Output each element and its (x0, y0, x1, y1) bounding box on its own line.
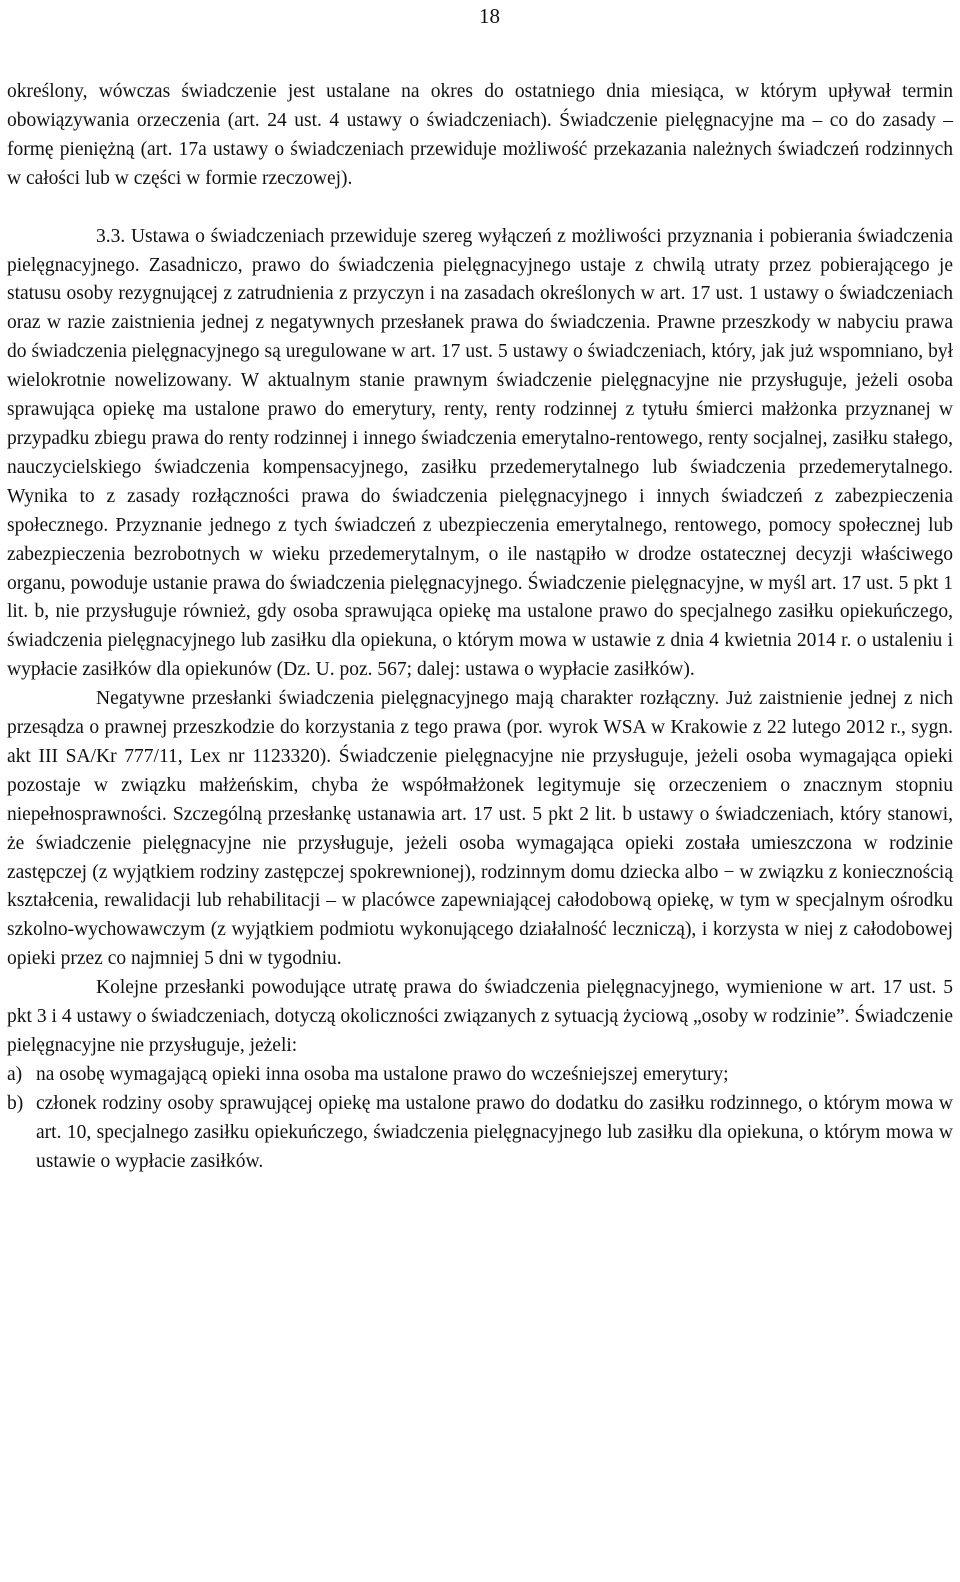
list-marker-b: b) (7, 1092, 24, 1114)
paragraph-2-section-3-3: 3.3. Ustawa o świadczeniach przewiduje szereg wyłączeń z możliwości przyznania i pobierania świadczenia pielęgnacyjnego. Zasadniczo, prawo do świadczenia pielęgnacyjnego ustaje z chwilą utraty przez pobierającego je statusu osoby rezygnującej z zatrudnienia z przyczyn i na zasadach określonych w art. 17 ust. 1 ustawy o świadczeniach oraz w razie zaistnienia jednej z negatywnych przesłanek prawa do świadczenia. Prawne przeszkody w nabyciu prawa do świadczenia pielęgnacyjnego są uregulowane w art. 17 ust. 5 ustawy o świadczeniach, który, jak już wspomniano, był wielokrotnie nowelizowany. W aktualnym stanie prawnym świadczenie pielęgnacyjne nie przysługuje, jeżeli osoba sprawująca opiekę ma ustalone prawo do emerytury, renty, renty rodzinnej z tytułu śmierci małżonka przyznanej w przypadku zbiegu prawa do renty rodzinnej i innego świadczenia emerytalno-rentowego, renty socjalnej, zasiłku stałego, nauczycielskiego świadczenia kompensacyjnego, zasiłku przedemerytalnego lub świadczenia przedemerytalnego. Wynika to z zasady rozłączności prawa do świadczenia pielęgnacyjnego i innych świadczeń z zabezpieczenia społecznego. Przyznanie jednego z tych świadczeń z ubezpieczenia emerytalnego, rentowego, pomocy społecznej lub zabezpieczenia bezrobotnych w wieku przedemerytalnym, o ile nastąpiło w drodze ostatecznej decyzji właściwego organu, powoduje ustanie prawa do świadczenia pielęgnacyjnego. Świadczenie pielęgnacyjne, w myśl art. 17 ust. 5 pkt 1 lit. b, nie przysługuje również, gdy osoba sprawująca opiekę ma ustalone prawo do specjalnego zasiłku opiekuńczego, świadczenia pielęgnacyjnego lub zasiłku dla opiekuna, o którym mowa w ustawie z dnia 4 kwietnia 2014 r. o ustaleniu i wypłacie zasiłków dla opiekunów (Dz. U. poz. 567; dalej: ustawa o wypłacie zasiłków). (7, 225, 953, 681)
list-marker-a: a) (7, 1063, 23, 1085)
list-text-a: na osobę wymagającą opieki inna osoba ma ustalone prawo do wcześniejszej emerytury; (36, 1063, 729, 1085)
list-item-b (7, 1090, 953, 1177)
document-body (7, 78, 953, 1177)
paragraph-3: Negatywne przesłanki świadczenia pielęgnacyjnego mają charakter rozłączny. Już zaistnienie jednej z nich przesądza o prawnej przeszkodzie do korzystania z tego prawa (por. wyrok WSA w Krakowie z 22 lutego 2012 r., sygn. akt III SA/Kr 777/11, Lex nr 1123320). Świadczenie pielęgnacyjne nie przysługuje, jeżeli osoba wymagająca opieki pozostaje w związku małżeńskim, chyba że współmałżonek legitymuje się orzeczeniem o znacznym stopniu niepełnosprawności. Szczególną przesłankę ustanawia art. 17 ust. 5 pkt 2 lit. b ustawy o świadczeniach, który stanowi, że świadczenie pielęgnacyjne nie przysługuje, jeżeli osoba wymagająca opieki została umieszczona w rodzinie zastępczej (z wyjątkiem rodziny zastępczej spokrewnionej), rodzinnym domu dziecka albo − w związku z koniecznością kształcenia, rewalidacji lub rehabilitacji – w placówce zapewniającej całodobową opiekę, w tym w specjalnym ośrodku szkolno-wychowawczym (z wyjątkiem podmiotu wykonującego działalność leczniczą), i korzysta w niej z całodobowej opieki przez co najmniej 5 dni w tygodniu. (7, 688, 953, 970)
list-item-a (7, 1061, 953, 1090)
paragraph-1: określony, wówczas świadczenie jest ustalane na okres do ostatniego dnia miesiąca, w którym upływał termin obowiązywania orzeczenia (art. 24 ust. 4 ustawy o świadczeniach). Świadczenie pielęgnacyjne ma – co do zasady – formę pieniężną (art. 17a ustawy o świadczeniach przewiduje możliwość przekazania należnych świadczeń rodzinnych w całości lub w części w formie rzeczowej). (7, 81, 953, 189)
list-text-b: członek rodziny osoby sprawującej opiekę ma ustalone prawo do dodatku do zasiłku rodzinnego, o którym mowa w art. 10, specjalnego zasiłku opiekuńczego, świadczenia pielęgnacyjnego lub zasiłku dla opiekuna, o którym mowa w ustawie o wypłacie zasiłków. (36, 1092, 953, 1172)
paragraph-4: Kolejne przesłanki powodujące utratę prawa do świadczenia pielęgnacyjnego, wymienione w art. 17 ust. 5 pkt 3 i 4 ustawy o świadczeniach, dotyczą okoliczności związanych z sytuacją życiową „osoby w rodzinie”. Świadczenie pielęgnacyjne nie przysługuje, jeżeli: (7, 977, 953, 1056)
page-number: 18 (479, 4, 500, 28)
